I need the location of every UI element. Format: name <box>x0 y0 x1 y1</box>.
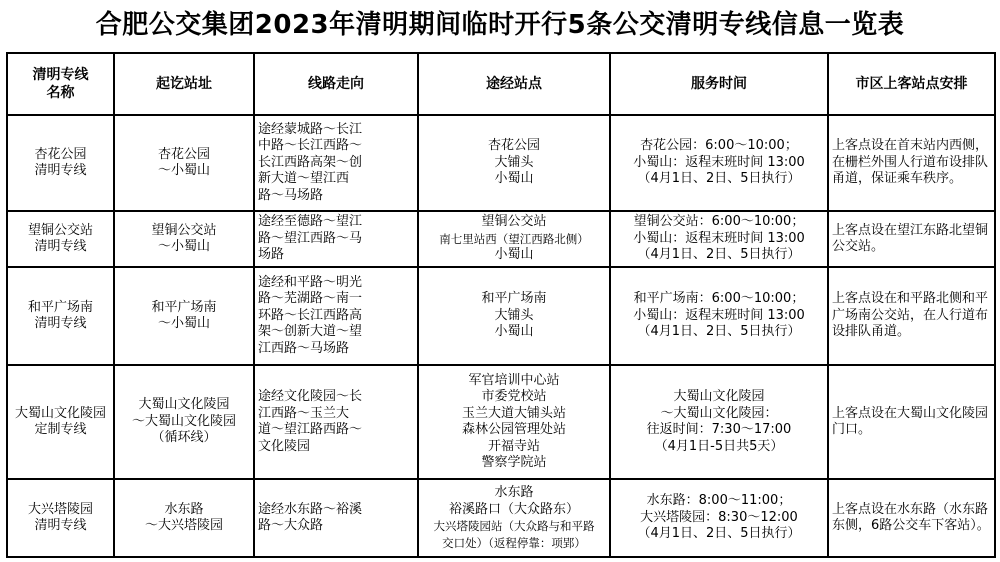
route-cell <box>254 365 418 479</box>
header-terminals: 起讫站址 <box>114 53 254 115</box>
header-name <box>7 53 114 115</box>
service-line: 小蜀山：返程末班时间 13:00 <box>633 307 805 323</box>
stops-line: 裕溪路口（大众路东） <box>448 501 579 517</box>
terminals-line: ～大蜀山文化陵园 <box>131 413 236 429</box>
line-name-line: 和平广场南 <box>27 299 93 315</box>
route-line: 新大道～望江西 <box>258 171 350 187</box>
route-line: 架～创新大道～望 <box>258 324 363 340</box>
pickup-cell <box>828 267 995 365</box>
route-line: 路～望江西路～马 <box>258 230 363 246</box>
service-cell <box>610 211 828 267</box>
route-cell <box>254 479 418 557</box>
terminals-line: 杏花公园 <box>157 146 210 162</box>
stops-line: 杏花公园 <box>487 138 540 154</box>
route-line: 场路 <box>258 247 285 263</box>
pickup-text: 上客点设在水东路（水东路东侧，6路公交车下客站）。 <box>832 501 990 533</box>
header-stops: 途经站点 <box>418 53 610 115</box>
service-line: （4月1日、2日、5日执行） <box>637 526 801 542</box>
route-line: 路～马场路 <box>258 187 324 203</box>
terminals-line: ～小蜀山 <box>157 239 210 254</box>
service-line: （4月1日、2日、5日执行） <box>637 247 801 263</box>
line-info-table <box>6 52 996 558</box>
stops-line: 小蜀山 <box>494 171 534 187</box>
stops-line: 大铺头 <box>494 307 534 323</box>
stops-line: 南七里站西（望江西路北侧） <box>439 231 589 246</box>
header-name-text: 清明专线 名称 <box>32 67 89 101</box>
terminals-cell <box>114 479 254 557</box>
route-line: 路～芜湖路～南一 <box>258 291 363 307</box>
line-name-line: 杏花公园 <box>34 146 87 162</box>
terminals-cell <box>114 211 254 267</box>
service-line: 杏花公园：6:00～10:00； <box>640 138 798 154</box>
stops-cell <box>418 267 610 365</box>
route-line: 途经水东路～裕溪 <box>258 501 363 517</box>
stops-line: 小蜀山 <box>494 247 534 263</box>
service-line: 小蜀山：返程末班时间 13:00 <box>633 230 805 246</box>
service-cell <box>610 115 828 211</box>
route-line: 江西路～马场路 <box>258 340 350 356</box>
stops-line: 望铜公交站 <box>481 214 547 230</box>
table-row <box>7 365 995 479</box>
line-name-cell <box>7 479 114 557</box>
stops-cell <box>418 365 610 479</box>
table-row <box>7 267 995 365</box>
line-name-line: 大兴塔陵园 <box>27 501 93 517</box>
pickup-text: 上客点设在望江东路北望铜公交站。 <box>832 222 989 254</box>
pickup-text: 上客点设在首末站内西侧，在栅栏外围人行道布设排队甬道，保证乘车秩序。 <box>832 138 989 187</box>
terminals-line: 望铜公交站 <box>151 222 217 238</box>
service-line: （4月1日、2日、5日执行） <box>637 171 801 187</box>
service-line: 和平广场南：6:00～10:00； <box>633 291 805 307</box>
pickup-cell <box>828 365 995 479</box>
header-pickup: 市区上客站点安排 <box>828 53 995 115</box>
line-name-line: 清明专线 <box>34 316 87 331</box>
terminals-line: ～小蜀山 <box>157 316 210 331</box>
route-line: 环路～长江西路高 <box>258 307 363 323</box>
stops-line: 军官培训中心站 <box>468 372 560 388</box>
line-name-line: 定制专线 <box>34 422 87 437</box>
line-name-line: 清明专线 <box>34 518 87 533</box>
service-line: 往返时间：7:30～17:00 <box>646 422 792 437</box>
route-line: 途经和平路～明光 <box>258 274 363 290</box>
stops-cell <box>418 211 610 267</box>
pickup-cell <box>828 115 995 211</box>
terminals-cell <box>114 267 254 365</box>
stops-cell <box>418 115 610 211</box>
pickup-cell <box>828 211 995 267</box>
route-cell <box>254 115 418 211</box>
route-line: 文化陵园 <box>258 438 311 454</box>
service-cell <box>610 479 828 557</box>
service-line: ～大蜀山文化陵园： <box>660 405 778 421</box>
line-name-cell <box>7 115 114 211</box>
route-line: 江西路～玉兰大 <box>258 405 350 421</box>
stops-line: 水东路 <box>494 485 534 500</box>
service-line: 大蜀山文化陵园 <box>673 389 765 404</box>
terminals-line: 和平广场南 <box>151 299 217 315</box>
route-line: 途经文化陵园～长 <box>258 389 363 404</box>
stops-line: 小蜀山 <box>494 324 534 340</box>
table-row <box>7 211 995 267</box>
route-line: 路～大众路 <box>258 518 324 533</box>
pickup-text: 上客点设在和平路北侧和平广场南公交站，在人行道布设排队甬道。 <box>832 291 989 340</box>
service-line: （4月1日、2日、5日执行） <box>637 324 801 340</box>
pickup-cell <box>828 479 995 557</box>
terminals-cell <box>114 365 254 479</box>
route-cell <box>254 211 418 267</box>
service-line: 望铜公交站：6:00～10:00； <box>633 214 805 230</box>
table-header-row <box>7 53 995 115</box>
stops-line: 警察学院站 <box>481 455 547 470</box>
header-service: 服务时间 <box>610 53 828 115</box>
stops-line: 玉兰大道大铺头站 <box>461 405 566 421</box>
terminals-line: 大蜀山文化陵园 <box>138 397 230 413</box>
stops-cell <box>418 479 610 557</box>
line-name-line: 望铜公交站 <box>27 222 93 238</box>
stops-line: 和平广场南 <box>481 291 547 307</box>
line-name-line: 清明专线 <box>34 163 87 178</box>
stops-line: 大铺头 <box>494 154 534 170</box>
route-line: 途经至德路～望江 <box>258 214 363 230</box>
line-name-line: 清明专线 <box>34 239 87 254</box>
line-name-cell <box>7 211 114 267</box>
terminals-cell <box>114 115 254 211</box>
route-cell <box>254 267 418 365</box>
page-title: 合肥公交集团2023年清明期间临时开行5条公交清明专线信息一览表 <box>95 10 905 40</box>
pickup-text: 上客点设在大蜀山文化陵园门口。 <box>832 405 989 437</box>
service-line: 小蜀山：返程末班时间 13:00 <box>633 154 805 170</box>
stops-line: 森林公园管理处站 <box>461 422 566 437</box>
table-row <box>7 115 995 211</box>
route-line: 长江西路高架～创 <box>258 154 363 170</box>
terminals-line: ～小蜀山 <box>157 163 210 178</box>
route-line: 中路～长江西路～ <box>258 138 363 154</box>
service-line: 水东路：8:00～11:00； <box>646 493 792 509</box>
service-cell <box>610 365 828 479</box>
terminals-line: （循环线） <box>151 430 217 446</box>
table-row <box>7 479 995 557</box>
stops-line: 大兴塔陵园站（大众路与和平路 <box>433 519 595 533</box>
stops-line: 交口处）（返程停靠：项郢） <box>442 535 586 550</box>
route-line: 途经蒙城路～长江 <box>258 121 363 137</box>
service-cell <box>610 267 828 365</box>
line-name-cell <box>7 365 114 479</box>
stops-line: 市委党校站 <box>481 389 547 404</box>
route-line: 道～望江路西路～ <box>258 422 363 437</box>
line-name-cell <box>7 267 114 365</box>
stops-line: 开福寺站 <box>487 438 540 454</box>
service-line: 大兴塔陵园：8:30～12:00 <box>640 509 798 525</box>
header-route: 线路走向 <box>254 53 418 115</box>
terminals-line: ～大兴塔陵园 <box>144 518 223 533</box>
service-line: （4月1日-5日共5天） <box>654 438 784 454</box>
terminals-line: 水东路 <box>164 501 204 517</box>
line-name-line: 大蜀山文化陵园 <box>14 405 106 421</box>
